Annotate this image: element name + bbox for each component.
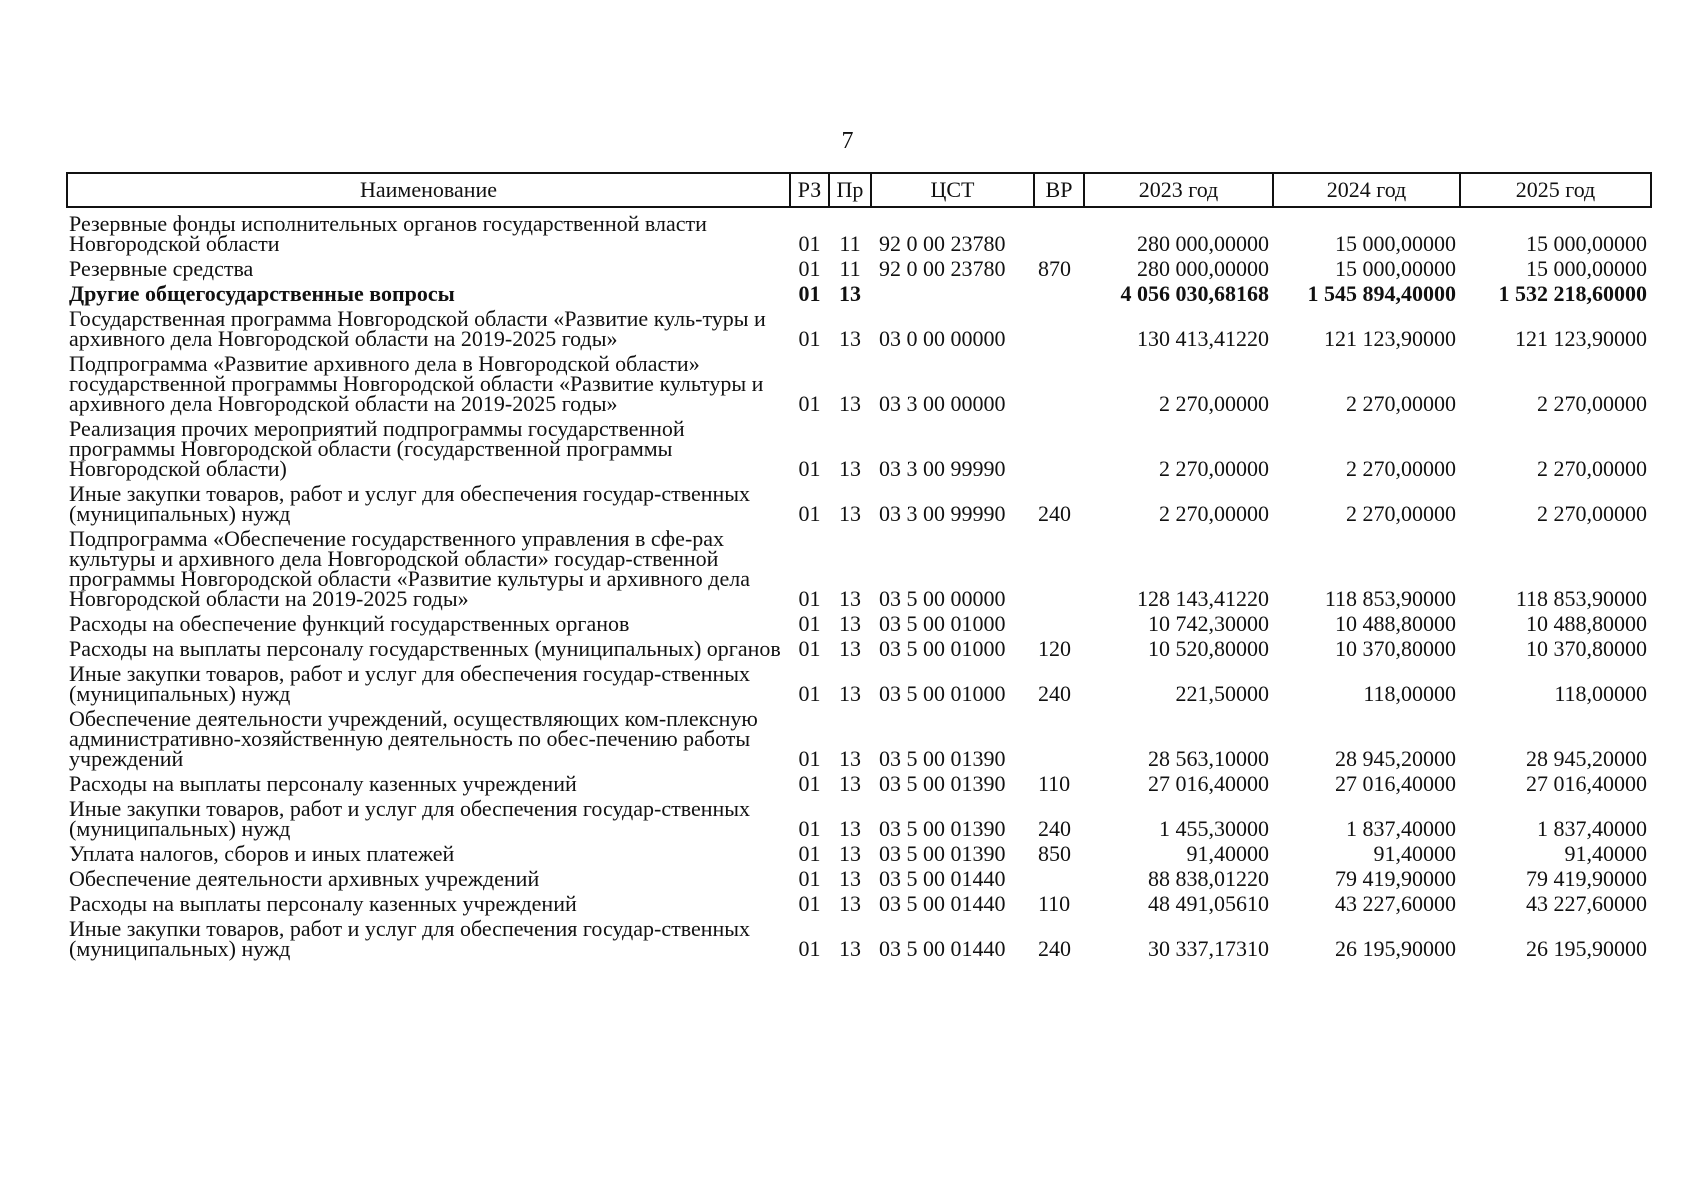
- cell-pr: 13: [839, 936, 861, 961]
- cell-2023: 88 838,01220: [1148, 866, 1269, 891]
- cell-2025: 79 419,90000: [1526, 866, 1647, 891]
- cell-vr: 850: [1038, 841, 1071, 866]
- cell-pr: 11: [839, 256, 861, 281]
- cell-2023: 1 455,30000: [1159, 816, 1269, 841]
- header-pr: Пр: [829, 173, 871, 207]
- cell-2024: 91,40000: [1373, 841, 1456, 866]
- cell-2023: 2 270,00000: [1159, 501, 1269, 526]
- cell-2023: 48 491,05610: [1148, 891, 1269, 916]
- cell-2025: 121 123,90000: [1515, 326, 1647, 351]
- cell-name: Обеспечение деятельности архивных учреждений: [69, 866, 540, 891]
- cell-rz: 01: [798, 391, 821, 416]
- table-header: [67, 173, 1651, 207]
- cell-2025: 1 532 218,60000: [1498, 281, 1647, 306]
- table-row: [67, 798, 1651, 843]
- cell-2023: 280 000,00000: [1137, 231, 1269, 256]
- cell-name: Подпрограмма «Обеспечение государственного управления в сфе-рах культуры и архивного дела Новгородской области» государ-ственной программы Новгородской области «Развитие культуры и архивного дела Новгородской области на 2019-2025 годы»: [69, 526, 750, 611]
- cell-rz: 01: [798, 586, 821, 611]
- header-row: [67, 173, 1651, 207]
- cell-rz: 01: [798, 936, 821, 961]
- cell-cst: 03 5 00 01390: [879, 816, 1006, 841]
- cell-pr: 11: [839, 231, 861, 256]
- cell-rz: 01: [798, 256, 821, 281]
- cell-rz: 01: [798, 326, 821, 351]
- cell-cst: 03 5 00 01440: [879, 891, 1006, 916]
- cell-vr: [1034, 207, 1084, 258]
- cell-cst: 03 3 00 00000: [879, 391, 1006, 416]
- cell-2025: 118,00000: [1554, 681, 1647, 706]
- table-row: [67, 613, 1651, 638]
- cell-pr: 13: [839, 841, 861, 866]
- cell-name: Расходы на выплаты персоналу казенных учреждений: [69, 771, 577, 796]
- cell-cst: 03 3 00 99990: [879, 456, 1006, 481]
- cell-2024: 2 270,00000: [1346, 391, 1456, 416]
- table-row: [67, 663, 1651, 708]
- cell-2024: 1 837,40000: [1346, 816, 1456, 841]
- table-row: [67, 843, 1651, 868]
- cell-name: Уплата налогов, сборов и иных платежей: [69, 841, 455, 866]
- cell-2025: 27 016,40000: [1526, 771, 1647, 796]
- cell-2025: 2 270,00000: [1537, 501, 1647, 526]
- budget-table: [66, 172, 1652, 963]
- cell-pr: 13: [839, 611, 861, 636]
- cell-pr: 13: [839, 816, 861, 841]
- cell-2025: 2 270,00000: [1537, 456, 1647, 481]
- cell-2025: 118 853,90000: [1515, 586, 1647, 611]
- cell-rz: 01: [798, 611, 821, 636]
- header-cst: ЦСТ: [871, 173, 1034, 207]
- cell-pr: 13: [839, 891, 861, 916]
- cell-vr: 240: [1038, 936, 1071, 961]
- header-name: Наименование: [67, 173, 790, 207]
- cell-vr: 870: [1038, 256, 1071, 281]
- cell-name: Расходы на выплаты персоналу казенных учреждений: [69, 891, 577, 916]
- cell-2023: 221,50000: [1175, 681, 1269, 706]
- cell-2023: 10 742,30000: [1148, 611, 1269, 636]
- cell-pr: 13: [839, 771, 861, 796]
- cell-vr: [1034, 868, 1084, 893]
- cell-2024: 79 419,90000: [1335, 866, 1456, 891]
- table-row: [67, 308, 1651, 353]
- cell-name: Государственная программа Новгородской области «Развитие куль-туры и архивного дела Новгородской области на 2019-2025 годы»: [69, 306, 766, 351]
- cell-2025: 1 837,40000: [1537, 816, 1647, 841]
- cell-name: Подпрограмма «Развитие архивного дела в Новгородской области» государственной программы Новгородской области «Развитие культуры и архивного дела Новгородской области на 2019-2025 годы»: [69, 351, 764, 416]
- cell-vr: [1034, 283, 1084, 308]
- table-row: [67, 893, 1651, 918]
- cell-cst: 03 5 00 01390: [879, 841, 1006, 866]
- cell-cst: 92 0 00 23780: [879, 231, 1006, 256]
- table-row: [67, 918, 1651, 963]
- cell-cst: 03 0 00 00000: [879, 326, 1006, 351]
- cell-2025: 10 370,80000: [1526, 636, 1647, 661]
- cell-2024: 1 545 894,40000: [1307, 281, 1456, 306]
- table-row: [67, 258, 1651, 283]
- cell-vr: [1034, 353, 1084, 418]
- cell-vr: 240: [1038, 681, 1071, 706]
- cell-2023: 30 337,17310: [1148, 936, 1269, 961]
- cell-2025: 91,40000: [1564, 841, 1647, 866]
- cell-name: Резервные фонды исполнительных органов государственной власти Новгородской области: [69, 211, 707, 256]
- cell-name: Расходы на выплаты персоналу государственных (муниципальных) органов: [69, 636, 781, 661]
- cell-cst: 92 0 00 23780: [879, 256, 1006, 281]
- cell-name: Иные закупки товаров, работ и услуг для обеспечения государ-ственных (муниципальных) нужд: [69, 916, 751, 961]
- cell-rz: 01: [798, 456, 821, 481]
- cell-2025: 43 227,60000: [1526, 891, 1647, 916]
- cell-name: Иные закупки товаров, работ и услуг для обеспечения государ-ственных (муниципальных) нужд: [69, 481, 751, 526]
- cell-rz: 01: [798, 681, 821, 706]
- cell-cst: 03 5 00 00000: [879, 586, 1006, 611]
- cell-2024: 10 370,80000: [1335, 636, 1456, 661]
- table-row: [67, 528, 1651, 613]
- cell-vr: 120: [1038, 636, 1071, 661]
- table-row: [67, 638, 1651, 663]
- cell-rz: 01: [798, 746, 821, 771]
- cell-2023: 2 270,00000: [1159, 391, 1269, 416]
- cell-2023: 4 056 030,68168: [1120, 281, 1269, 306]
- cell-rz: 01: [798, 841, 821, 866]
- table-row: [67, 207, 1651, 258]
- cell-name: Расходы на обеспечение функций государственных органов: [69, 611, 630, 636]
- cell-vr: [1034, 308, 1084, 353]
- cell-2023: 27 016,40000: [1148, 771, 1269, 796]
- cell-cst: 03 3 00 99990: [879, 501, 1006, 526]
- cell-rz: 01: [798, 281, 821, 306]
- cell-pr: 13: [839, 586, 861, 611]
- cell-2023: 2 270,00000: [1159, 456, 1269, 481]
- cell-2023: 28 563,10000: [1148, 746, 1269, 771]
- cell-2024: 26 195,90000: [1335, 936, 1456, 961]
- cell-pr: 13: [839, 746, 861, 771]
- cell-2024: 15 000,00000: [1335, 231, 1456, 256]
- cell-vr: 240: [1038, 501, 1071, 526]
- cell-vr: [1034, 708, 1084, 773]
- table-row: [67, 868, 1651, 893]
- cell-cst: [871, 283, 1034, 308]
- cell-2023: 128 143,41220: [1137, 586, 1269, 611]
- table-body: [67, 207, 1651, 963]
- cell-rz: 01: [798, 866, 821, 891]
- cell-2023: 91,40000: [1186, 841, 1269, 866]
- cell-rz: 01: [798, 891, 821, 916]
- cell-rz: 01: [798, 816, 821, 841]
- header-2024: 2024 год: [1273, 173, 1460, 207]
- header-2023: 2023 год: [1084, 173, 1273, 207]
- cell-2024: 118,00000: [1363, 681, 1456, 706]
- table-row: [67, 283, 1651, 308]
- cell-2023: 10 520,80000: [1148, 636, 1269, 661]
- cell-cst: 03 5 00 01440: [879, 936, 1006, 961]
- cell-cst: 03 5 00 01390: [879, 746, 1006, 771]
- table-row: [67, 708, 1651, 773]
- cell-2025: 15 000,00000: [1526, 231, 1647, 256]
- cell-2024: 121 123,90000: [1324, 326, 1456, 351]
- cell-2023: 130 413,41220: [1137, 326, 1269, 351]
- cell-name: Иные закупки товаров, работ и услуг для обеспечения государ-ственных (муниципальных) нужд: [69, 796, 751, 841]
- header-vr: ВР: [1034, 173, 1084, 207]
- cell-2024: 118 853,90000: [1324, 586, 1456, 611]
- cell-cst: 03 5 00 01440: [879, 866, 1006, 891]
- cell-name: Обеспечение деятельности учреждений, осуществляющих ком-плексную административно-хозяйственную деятельность по обес-печению работы учреждений: [69, 706, 758, 771]
- cell-pr: 13: [839, 391, 861, 416]
- page-number: 7: [841, 128, 854, 154]
- cell-rz: 01: [798, 501, 821, 526]
- cell-vr: 240: [1038, 816, 1071, 841]
- cell-pr: 13: [839, 501, 861, 526]
- cell-pr: 13: [839, 456, 861, 481]
- cell-2024: 2 270,00000: [1346, 456, 1456, 481]
- cell-name: Резервные средства: [69, 256, 254, 281]
- cell-2024: 28 945,20000: [1335, 746, 1456, 771]
- header-rz: РЗ: [790, 173, 829, 207]
- cell-pr: 13: [839, 636, 861, 661]
- table-row: [67, 773, 1651, 798]
- cell-cst: 03 5 00 01000: [879, 681, 1006, 706]
- cell-vr: [1034, 613, 1084, 638]
- cell-name: Другие общегосударственные вопросы: [69, 281, 455, 306]
- cell-2025: 28 945,20000: [1526, 746, 1647, 771]
- cell-pr: 13: [839, 681, 861, 706]
- cell-2024: 15 000,00000: [1335, 256, 1456, 281]
- cell-rz: 01: [798, 771, 821, 796]
- cell-rz: 01: [798, 231, 821, 256]
- cell-2025: 10 488,80000: [1526, 611, 1647, 636]
- cell-2023: 280 000,00000: [1137, 256, 1269, 281]
- cell-vr: 110: [1038, 771, 1071, 796]
- cell-vr: 110: [1038, 891, 1071, 916]
- cell-pr: 13: [839, 866, 861, 891]
- cell-vr: [1034, 528, 1084, 613]
- header-2025: 2025 год: [1460, 173, 1651, 207]
- cell-cst: 03 5 00 01000: [879, 611, 1006, 636]
- table-row: [67, 353, 1651, 418]
- cell-2025: 2 270,00000: [1537, 391, 1647, 416]
- table-row: [67, 418, 1651, 483]
- cell-name: Реализация прочих мероприятий подпрограммы государственной программы Новгородской области (государственной программы Новгородской области): [69, 416, 685, 481]
- cell-2024: 27 016,40000: [1335, 771, 1456, 796]
- cell-2025: 15 000,00000: [1526, 256, 1647, 281]
- cell-2025: 26 195,90000: [1526, 936, 1647, 961]
- cell-pr: 13: [839, 281, 861, 306]
- cell-2024: 2 270,00000: [1346, 501, 1456, 526]
- cell-cst: 03 5 00 01000: [879, 636, 1006, 661]
- cell-2024: 43 227,60000: [1335, 891, 1456, 916]
- table-row: [67, 483, 1651, 528]
- cell-vr: [1034, 418, 1084, 483]
- cell-cst: 03 5 00 01390: [879, 771, 1006, 796]
- cell-rz: 01: [798, 636, 821, 661]
- cell-pr: 13: [839, 326, 861, 351]
- cell-2024: 10 488,80000: [1335, 611, 1456, 636]
- cell-name: Иные закупки товаров, работ и услуг для обеспечения государ-ственных (муниципальных) нужд: [69, 661, 751, 706]
